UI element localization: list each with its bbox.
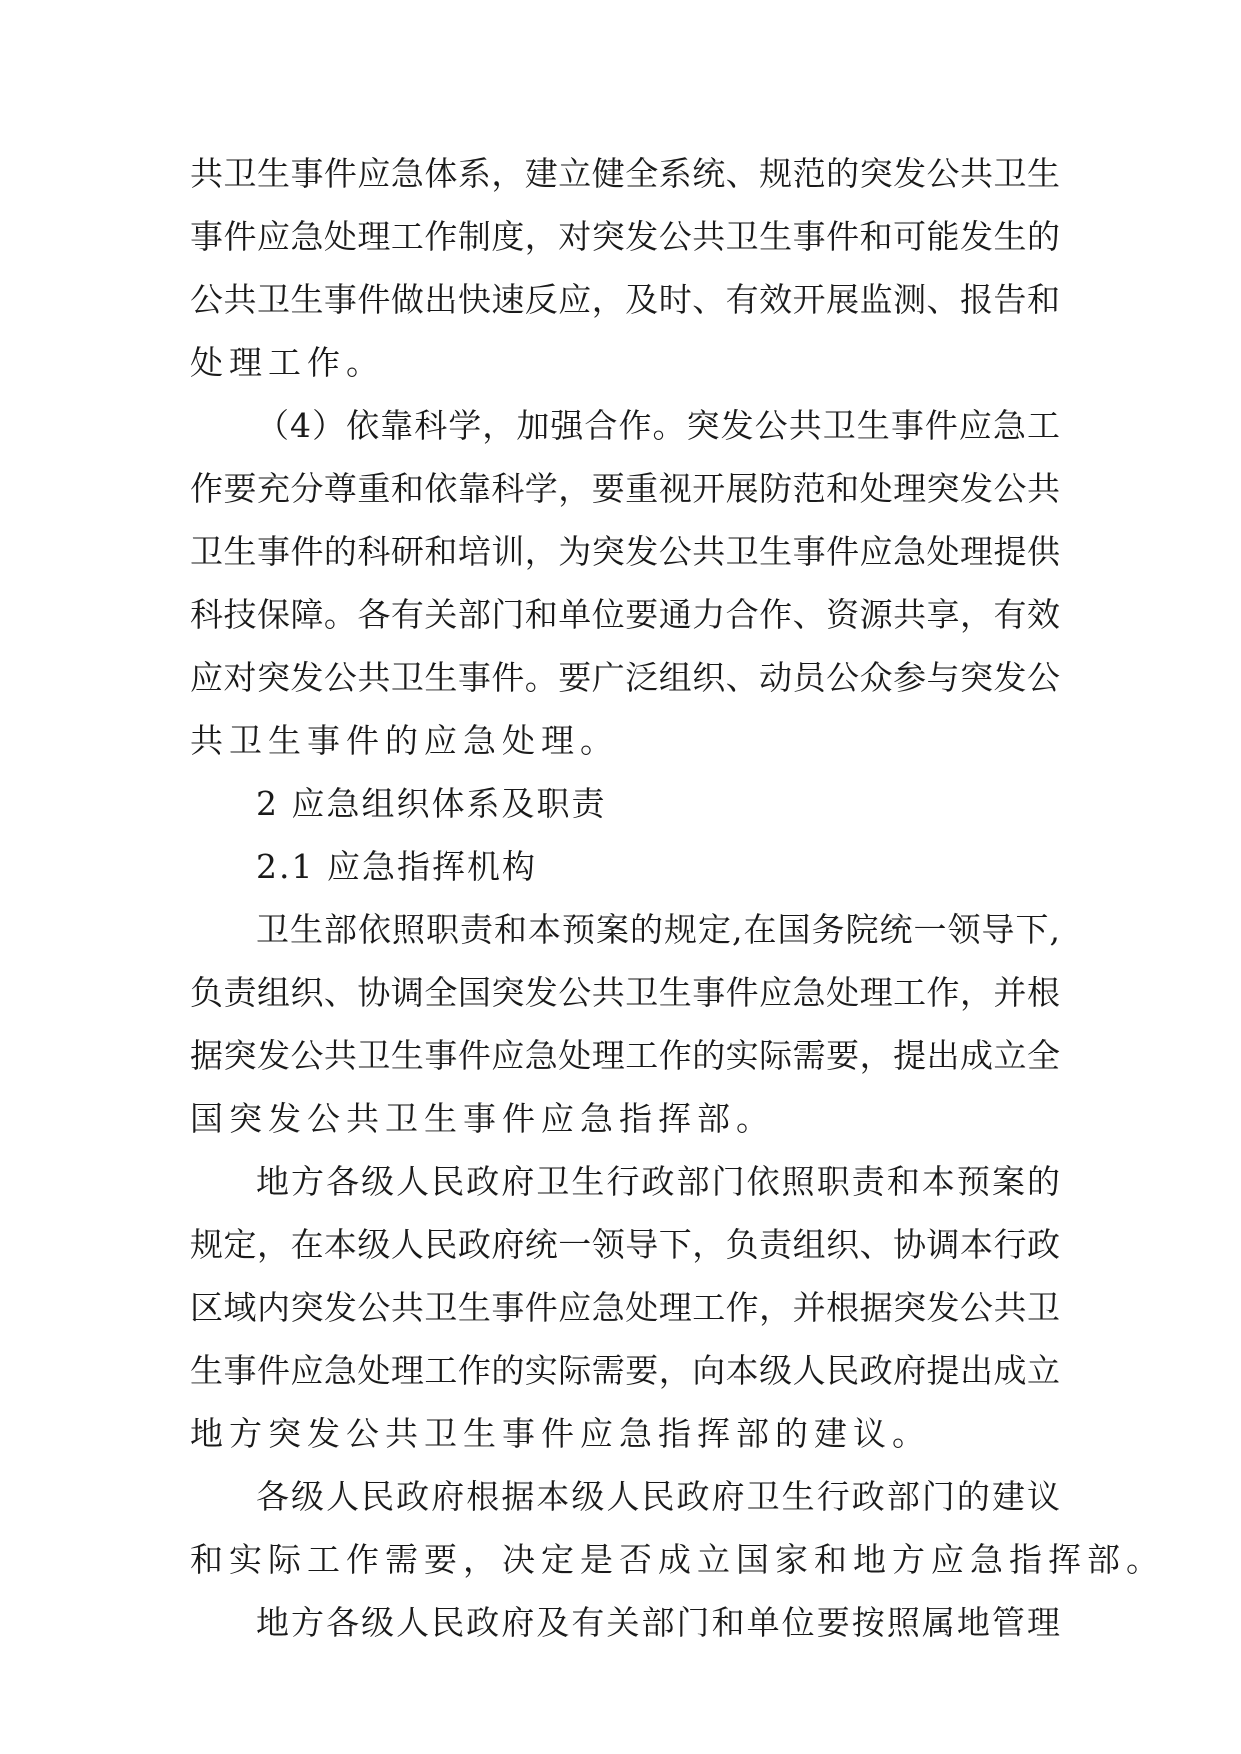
text-line: 据突发公共卫生事件应急处理工作的实际需要，提出成立全 [190,1036,1060,1075]
text-line: 各级人民政府根据本级人民政府卫生行政部门的建议 [256,1477,1060,1516]
text-line: 负责组织、协调全国突发公共卫生事件应急处理工作，并根 [190,973,1060,1012]
text-line: 国突发公共卫生事件应急指挥部。 [190,1099,775,1138]
text-line: 区域内突发公共卫生事件应急处理工作，并根据突发公共卫 [190,1288,1060,1327]
text-line: 地方各级人民政府卫生行政部门依照职责和本预案的 [256,1162,1060,1201]
text-line: 卫生部依照职责和本预案的规定,在国务院统一领导下, [256,910,1060,949]
section-heading: 2.1 应急指挥机构 [256,847,537,886]
text-line: 作要充分尊重和依靠科学，要重视开展防范和处理突发公共 [190,469,1060,508]
text-line: 地方突发公共卫生事件应急指挥部的建议。 [190,1414,931,1453]
text-line: （4）依靠科学，加强合作。突发公共卫生事件应急工 [256,406,1060,445]
text-line: 卫生事件的科研和培训，为突发公共卫生事件应急处理提供 [190,532,1060,571]
text-line: 应对突发公共卫生事件。要广泛组织、动员公众参与突发公 [190,658,1060,697]
text-line: 地方各级人民政府及有关部门和单位要按照属地管理 [256,1603,1060,1642]
text-line: 事件应急处理工作制度，对突发公共卫生事件和可能发生的 [190,217,1060,256]
text-line: 生事件应急处理工作的实际需要，向本级人民政府提出成立 [190,1351,1060,1390]
text-line: 共卫生事件应急体系，建立健全系统、规范的突发公共卫生 [190,154,1060,193]
text-line: 和实际工作需要，决定是否成立国家和地方应急指挥部。 [190,1540,1165,1579]
text-line: 共卫生事件的应急处理。 [190,721,619,760]
section-heading: 2 应急组织体系及职责 [256,784,607,823]
text-line: 公共卫生事件做出快速反应，及时、有效开展监测、报告和 [190,280,1060,319]
text-line: 规定，在本级人民政府统一领导下，负责组织、协调本行政 [190,1225,1060,1264]
text-line: 科技保障。各有关部门和单位要通力合作、资源共享，有效 [190,595,1060,634]
text-line: 处理工作。 [190,343,385,382]
document-body [190,142,1165,1654]
